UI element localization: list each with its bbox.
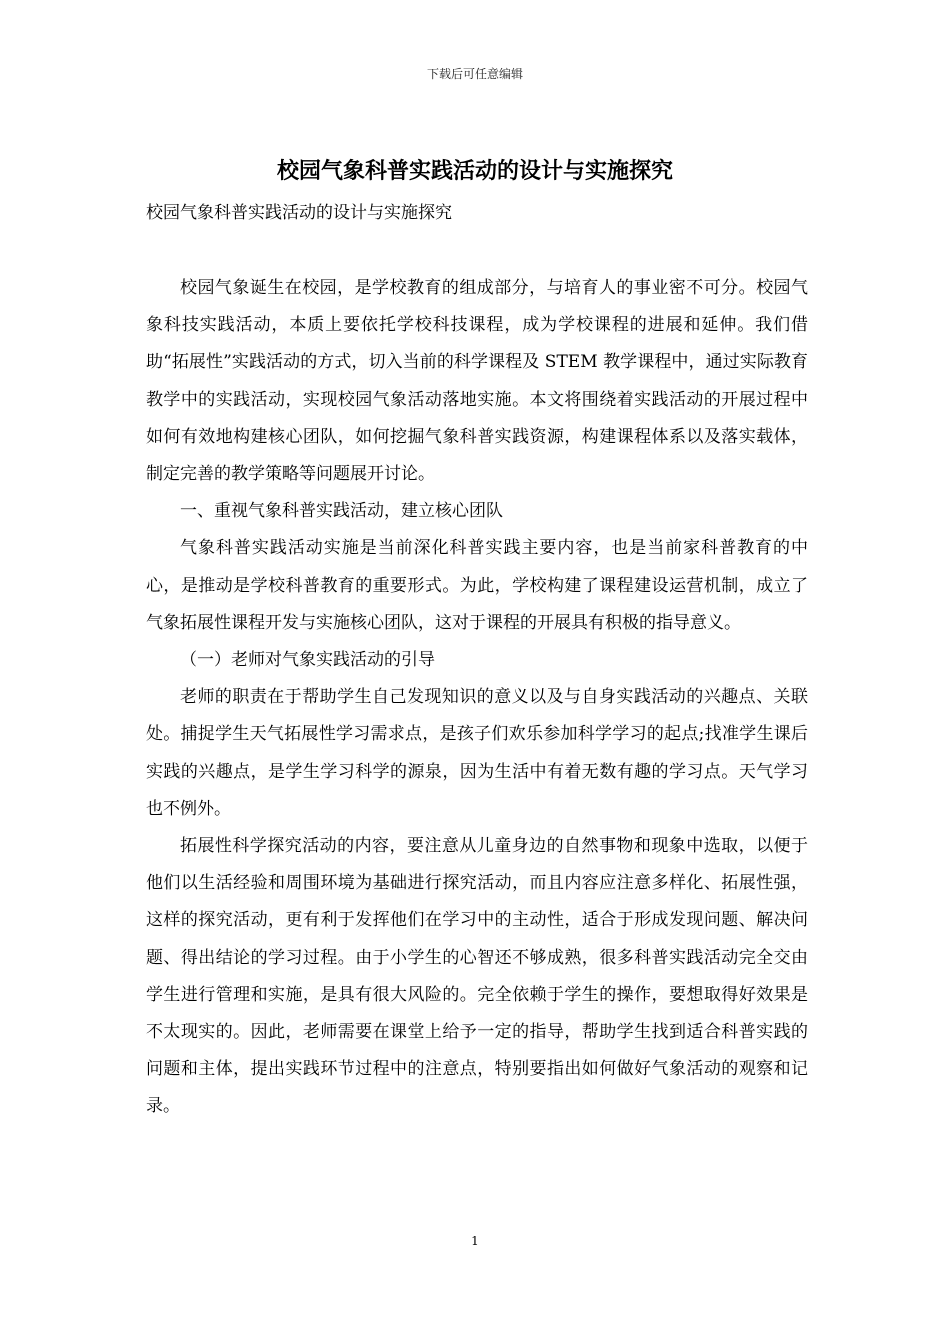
paragraph-intro: 校园气象诞生在校园，是学校教育的组成部分，与培育人的事业密不可分。校园气象科技实践活动，本质上要依托学校科技课程，成为学校课程的进展和延伸。我们借助“拓展性”实践活动的方式，切入当前的科学课程及 STEM 教学课程中，通过实际教育教学中的实践活动，实现校园气象活动落地实施。本文将围绕着实践活动的开展过程中如何有效地构建核心团队，如何挖掘气象科普实践资源，构建课程体系以及落实载体，制定完善的教学策略等问题展开讨论。 [146, 278, 808, 485]
document-body [146, 270, 808, 1126]
paragraph-extended-inquiry: 拓展性科学探究活动的内容，要注意从儿童身边的自然事物和现象中选取，以便于他们以生活经验和周围环境为基础进行探究活动，而且内容应注意多样化、拓展性强，这样的探究活动，更有利于发挥他们在学习中的主动性，适合于形成发现问题、解决问题、得出结论的学习过程。由于小学生的心智还不够成熟，很多科普实践活动完全交由学生进行管理和实施，是具有很大风险的。完全依赖于学生的操作，要想取得好效果是不太现实的。因此，老师需要在课堂上给予一定的指导，帮助学生找到适合科普实践的问题和主体，提出实践环节过程中的注意点，特别要指出如何做好气象活动的观察和记录。 [146, 836, 808, 1117]
document-title: 校园气象科普实践活动的设计与实施探究 [276, 158, 673, 184]
document-subtitle: 校园气象科普实践活动的设计与实施探究 [146, 203, 452, 223]
paragraph-teacher-role: 老师的职责在于帮助学生自己发现知识的意义以及与自身实践活动的兴趣点、关联处。捕捉学生天气拓展性学习需求点，是孩子们欢乐参加科学学习的起点;找准学生课后实践的兴趣点，是学生学习科学的源泉，因为生活中有着无数有趣的学习点。天气学习也不例外。 [146, 687, 808, 819]
subsection-heading-1: （一）老师对气象实践活动的引导 [180, 650, 435, 671]
paragraph-section-1: 气象科普实践活动实施是当前深化科普实践主要内容，也是当前家科普教育的中心，是推动是学校科普教育的重要形式。为此，学校构建了课程建设运营机制，成立了气象拓展性课程开发与实施核心团队，这对于课程的开展具有积极的指导意义。 [146, 538, 808, 633]
section-heading-1: 一、重视气象科普实践活动，建立核心团队 [180, 501, 503, 522]
page-number: 1 [471, 1234, 479, 1248]
header-note: 下载后可任意编辑 [426, 67, 523, 81]
